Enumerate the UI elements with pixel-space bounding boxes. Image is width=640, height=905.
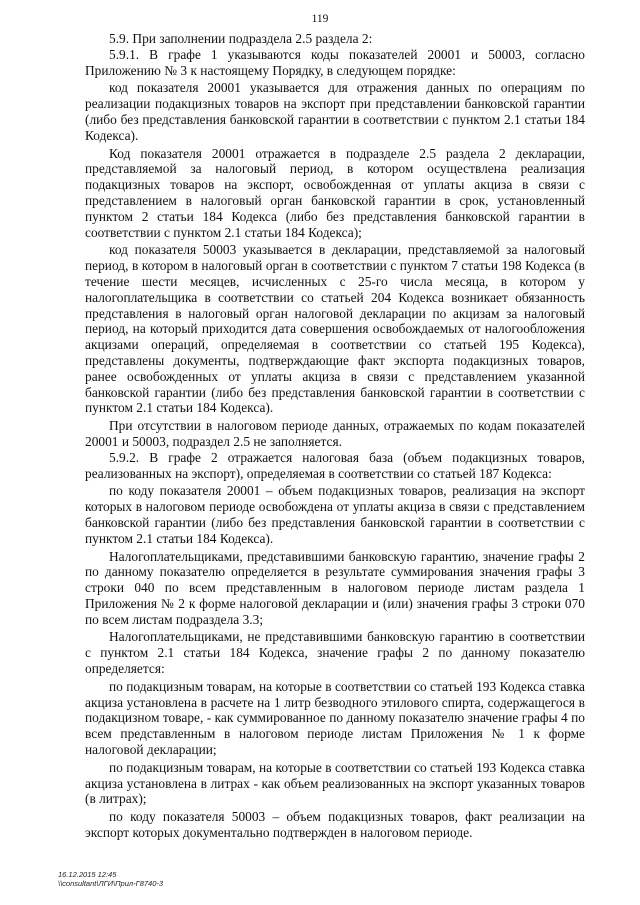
paragraph-code-50003: код показателя 50003 указывается в декларации, представляемой за налоговый период, в котором в налоговый орган в соответствии с пунктом 7 статьи 198 Кодекса (в течение шести месяцев, исчисленных с 25-го числа месяца, в котором у налогоплательщика в соответствии со статьей 204 Кодекса возникает обязанность представления в налоговый орган налоговой декларации по акцизам за налоговый период, на который приходится дата совершения освобождаемых от налогообложения акцизами операций, определяемая в соответствии со статьей 195 Кодекса), представлены документы, подтверждающие факт экспорта подакцизных товаров, ранее освобожденных от уплаты акциза в связи с представлением указанной банковской гарантии (либо без представления банковской гарантии в соответствии с пунктом 2.1 статьи 184 Кодекса). xyxy=(85,242,585,416)
page-number: 119 xyxy=(311,13,329,25)
paragraph-with-guarantee: Налогоплательщиками, представившими банковскую гарантию, значение графы 2 по данному показателю определяется в результате суммирования значения графы 3 строки 040 по всем представленным в налоговом периоде листам раздела 1 Приложения № 2 к форме налоговой декларации и (или) значения графы 3 строки 070 по всем листам подраздела 3.3; xyxy=(85,548,585,627)
footer-timestamp: 16.12.2015 12:45 xyxy=(58,870,117,879)
paragraph-5-9: 5.9. При заполнении подраздела 2.5 раздела 2: xyxy=(109,31,373,46)
document-body xyxy=(85,31,585,841)
paragraph-without-guarantee: Налогоплательщиками, не представившими банковскую гарантию в соответствии с пунктом 2.1 статьи 184 Кодекса, значение графы 2 по данному показателю определяется: xyxy=(85,629,585,677)
paragraph-absence: При отсутствии в налоговом периоде данных, отражаемых по кодам показателей 20001 и 50003, подраздел 2.5 не заполняется. xyxy=(85,418,585,449)
paragraph-code-20001: код показателя 20001 указывается для отражения данных по операциям по реализации подакцизных товаров на экспорт при представлении банковской гарантии (либо без представления банковской гарантии в соответствии с пунктом 2.1 статьи 184 Кодекса). xyxy=(85,80,585,143)
paragraph-code-50003-volume: по коду показателя 50003 – объем подакцизных товаров, факт реализации на экспорт которых документально подтвержден в налоговом периоде. xyxy=(85,809,585,841)
paragraph-code-20001-reflection: Код показателя 20001 отражается в подразделе 2.5 раздела 2 декларации, представляемой за налоговый период, в котором осуществлена реализация подакцизных товаров на экспорт, освобожденная от уплаты акциза в связи с представлением в налоговый орган банковской гарантии в срок, установленный пунктом 2 статьи 184 Кодекса (либо без представления банковской гарантии в соответствии с пунктом 2.1 статьи 184 Кодекса); xyxy=(85,145,585,240)
paragraph-ethyl-alcohol: по подакцизным товарам, на которые в соответствии со статьей 193 Кодекса ставка акциза установлена в расчете на 1 литр безводного этилового спирта, содержащегося в подакцизном товаре, - как суммированное по данному показателю значение графы 4 по всем представленным в налоговом периоде листам Приложения № 1 к форме налоговой декларации; xyxy=(85,678,585,758)
footer-file-path: \\consultant\ЛГИ\Прил-Г8740-3 xyxy=(58,879,164,888)
document-footer xyxy=(58,870,163,888)
paragraph-5-9-1: 5.9.1. В графе 1 указываются коды показателей 20001 и 50003, согласно Приложению № 3 к настоящему Порядку, в следующем порядке: xyxy=(85,46,585,78)
paragraph-5-9-2: 5.9.2. В графе 2 отражается налоговая база (объем подакцизных товаров, реализованных на экспорт), определяемая в соответствии со статьей 187 Кодекса: xyxy=(85,449,585,481)
paragraph-liters: по подакцизным товарам, на которые в соответствии со статьей 193 Кодекса ставка акциза установлена в литрах - как объем реализованных на экспорт указанных товаров (в литрах); xyxy=(85,759,585,807)
paragraph-code-20001-volume: по коду показателя 20001 – объем подакцизных товаров, реализация на экспорт которых в налоговом периоде освобождена от уплаты акциза в связи с представлением банковской гарантии (либо без представления банковской гарантии в соответствии с пунктом 2.1 статьи 184 Кодекса). xyxy=(85,483,585,546)
